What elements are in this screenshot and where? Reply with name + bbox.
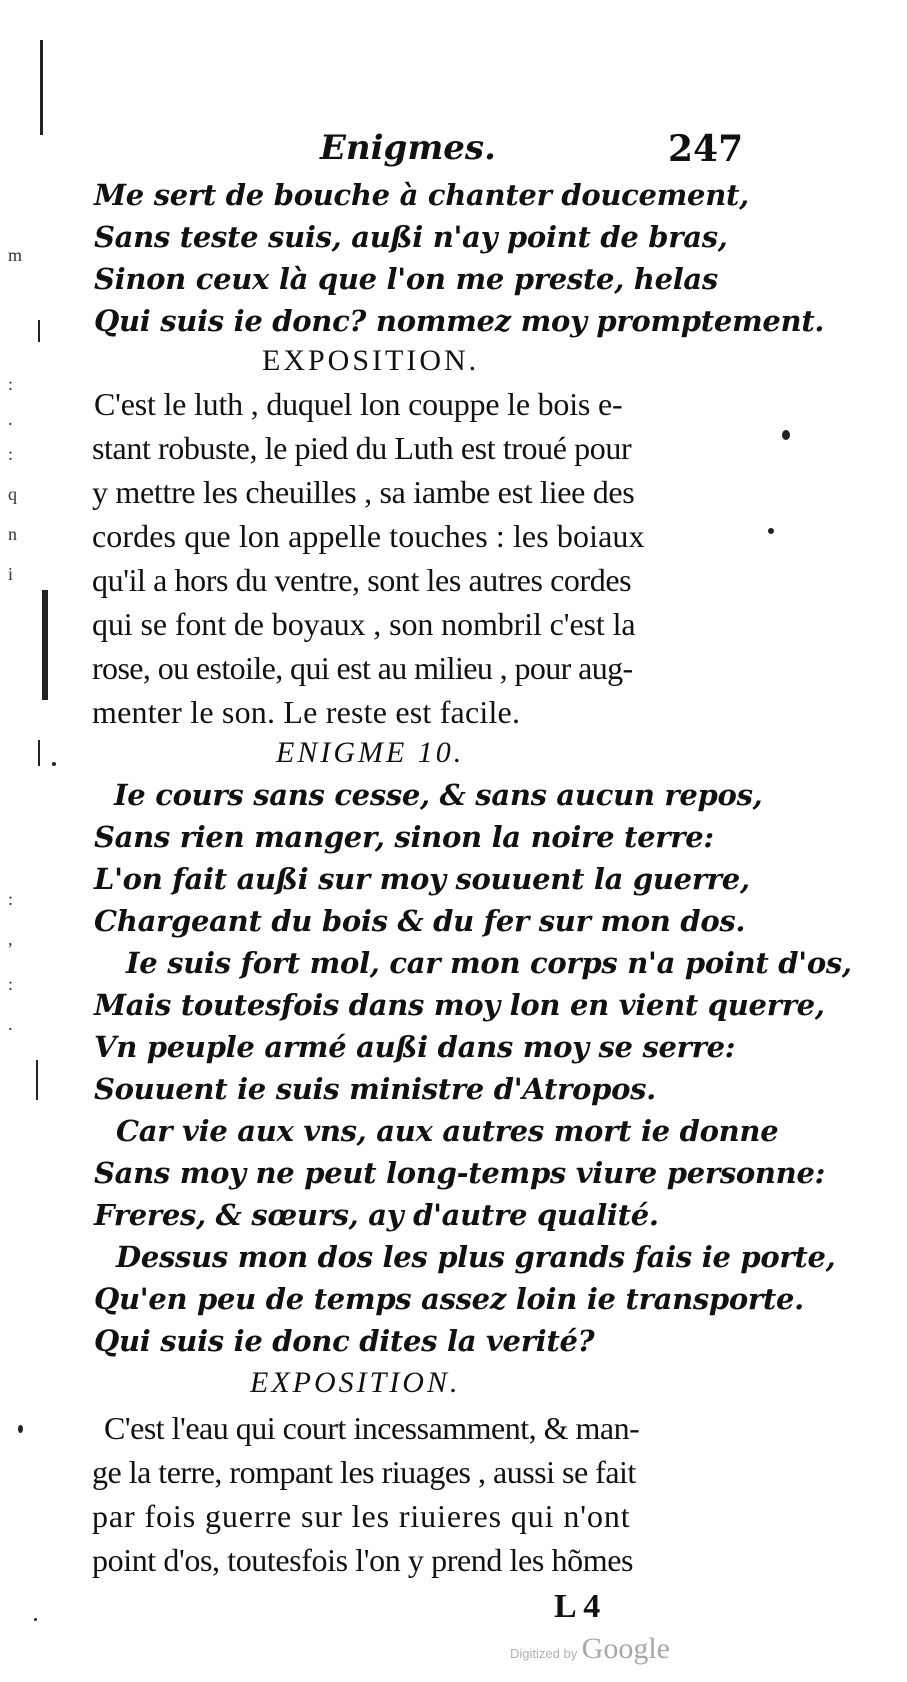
prose-line: par fois guerre sur les riuieres qui n'ont: [92, 1498, 631, 1534]
prose-line: cordes que lon appelle touches : les boiaux: [92, 518, 645, 554]
binding-edge-line: [38, 740, 40, 766]
verse-line: Sinon ceux là que l'on me preste, helas: [94, 262, 718, 296]
verse-line: Ie cours sans cesse, & sans aucun repos,: [114, 778, 763, 812]
prose-line: menter le son. Le reste est facile.: [92, 694, 521, 730]
ink-speck: [768, 528, 774, 534]
prose-line: qu'il a hors du ventre, sont les autres cordes: [92, 562, 632, 598]
prose-line: C'est l'eau qui court incessamment, & man-: [104, 1410, 640, 1446]
verse-line: Qui suis ie donc dites la verité?: [94, 1324, 595, 1358]
section-heading: EXPOSITION.: [250, 1366, 461, 1399]
binding-edge-line: [42, 590, 48, 700]
ink-speck: [34, 1618, 37, 1621]
gutter-fragment: q: [8, 484, 17, 504]
verse-line: Sans teste suis, außi n'ay point de bras,: [94, 220, 728, 254]
gutter-fragment: :: [8, 444, 14, 464]
binding-edge-line: [40, 40, 43, 135]
verse-line: Me sert de bouche à chanter doucement,: [94, 178, 749, 212]
section-heading: EXPOSITION.: [262, 344, 480, 377]
binding-edge-line: [38, 320, 40, 342]
verse-line: Mais toutesfois dans moy lon en vient querre,: [94, 988, 825, 1022]
gutter-fragment: :: [8, 374, 14, 394]
signature-mark: L 4: [554, 1588, 601, 1625]
prose-line: y mettre les cheuilles , sa iambe est liee des: [92, 474, 635, 510]
verse-line: Qui suis ie donc? nommez moy promptement.: [94, 304, 825, 338]
prose-line: stant robuste, le pied du Luth est troué pour: [92, 430, 632, 466]
binding-edge-line: [36, 1060, 38, 1100]
gutter-fragment: m: [8, 245, 23, 265]
verse-line: Freres, & sœurs, ay d'autre qualité.: [94, 1198, 659, 1232]
verse-line: Car vie aux vns, aux autres mort ie donne: [116, 1114, 779, 1148]
prose-line: C'est le luth , duquel lon couppe le bois e-: [94, 386, 623, 422]
gutter-fragment: .: [8, 1014, 13, 1034]
ink-speck: [52, 762, 56, 766]
verse-line: L'on fait außi sur moy souuent la guerre,: [94, 862, 750, 896]
ink-speck: [782, 430, 790, 440]
gutter-fragment: .: [8, 409, 13, 429]
section-heading: ENIGME 10.: [276, 736, 465, 769]
prose-line: rose, ou estoile, qui est au milieu , pour aug-: [92, 650, 633, 686]
google-logo-text: Google: [581, 1632, 670, 1665]
page-number: 247: [668, 128, 744, 170]
watermark-prefix: Digitized by: [510, 1646, 578, 1661]
ink-speck: [18, 1425, 23, 1433]
prose-line: ge la terre, rompant les riuages , aussi se fait: [92, 1454, 636, 1490]
gutter-fragment: ,: [8, 929, 13, 949]
verse-line: Sans rien manger, sinon la noire terre:: [94, 820, 714, 854]
gutter-fragment: n: [8, 524, 17, 544]
gutter-fragment: i: [8, 564, 14, 584]
verse-line: Souuent ie suis ministre d'Atropos.: [94, 1072, 656, 1106]
verse-line: Ie suis fort mol, car mon corps n'a point d'os,: [126, 946, 852, 980]
verse-line: Sans moy ne peut long-temps viure personne:: [94, 1156, 826, 1190]
prose-line: qui se font de boyaux , son nombril c'est la: [92, 606, 636, 642]
verse-line: Chargeant du bois & du fer sur mon dos.: [94, 904, 746, 938]
verse-line: Dessus mon dos les plus grands fais ie porte,: [116, 1240, 836, 1274]
verse-line: Qu'en peu de temps assez loin ie transporte.: [94, 1282, 804, 1316]
gutter-fragment: :: [8, 889, 14, 909]
verse-line: Vn peuple armé außi dans moy se serre:: [94, 1030, 736, 1064]
running-title: Enigmes.: [320, 128, 496, 168]
gutter-fragment: :: [8, 974, 14, 994]
google-watermark: [510, 1632, 670, 1666]
prose-line: point d'os, toutesfois l'on y prend les hõmes: [92, 1542, 634, 1578]
